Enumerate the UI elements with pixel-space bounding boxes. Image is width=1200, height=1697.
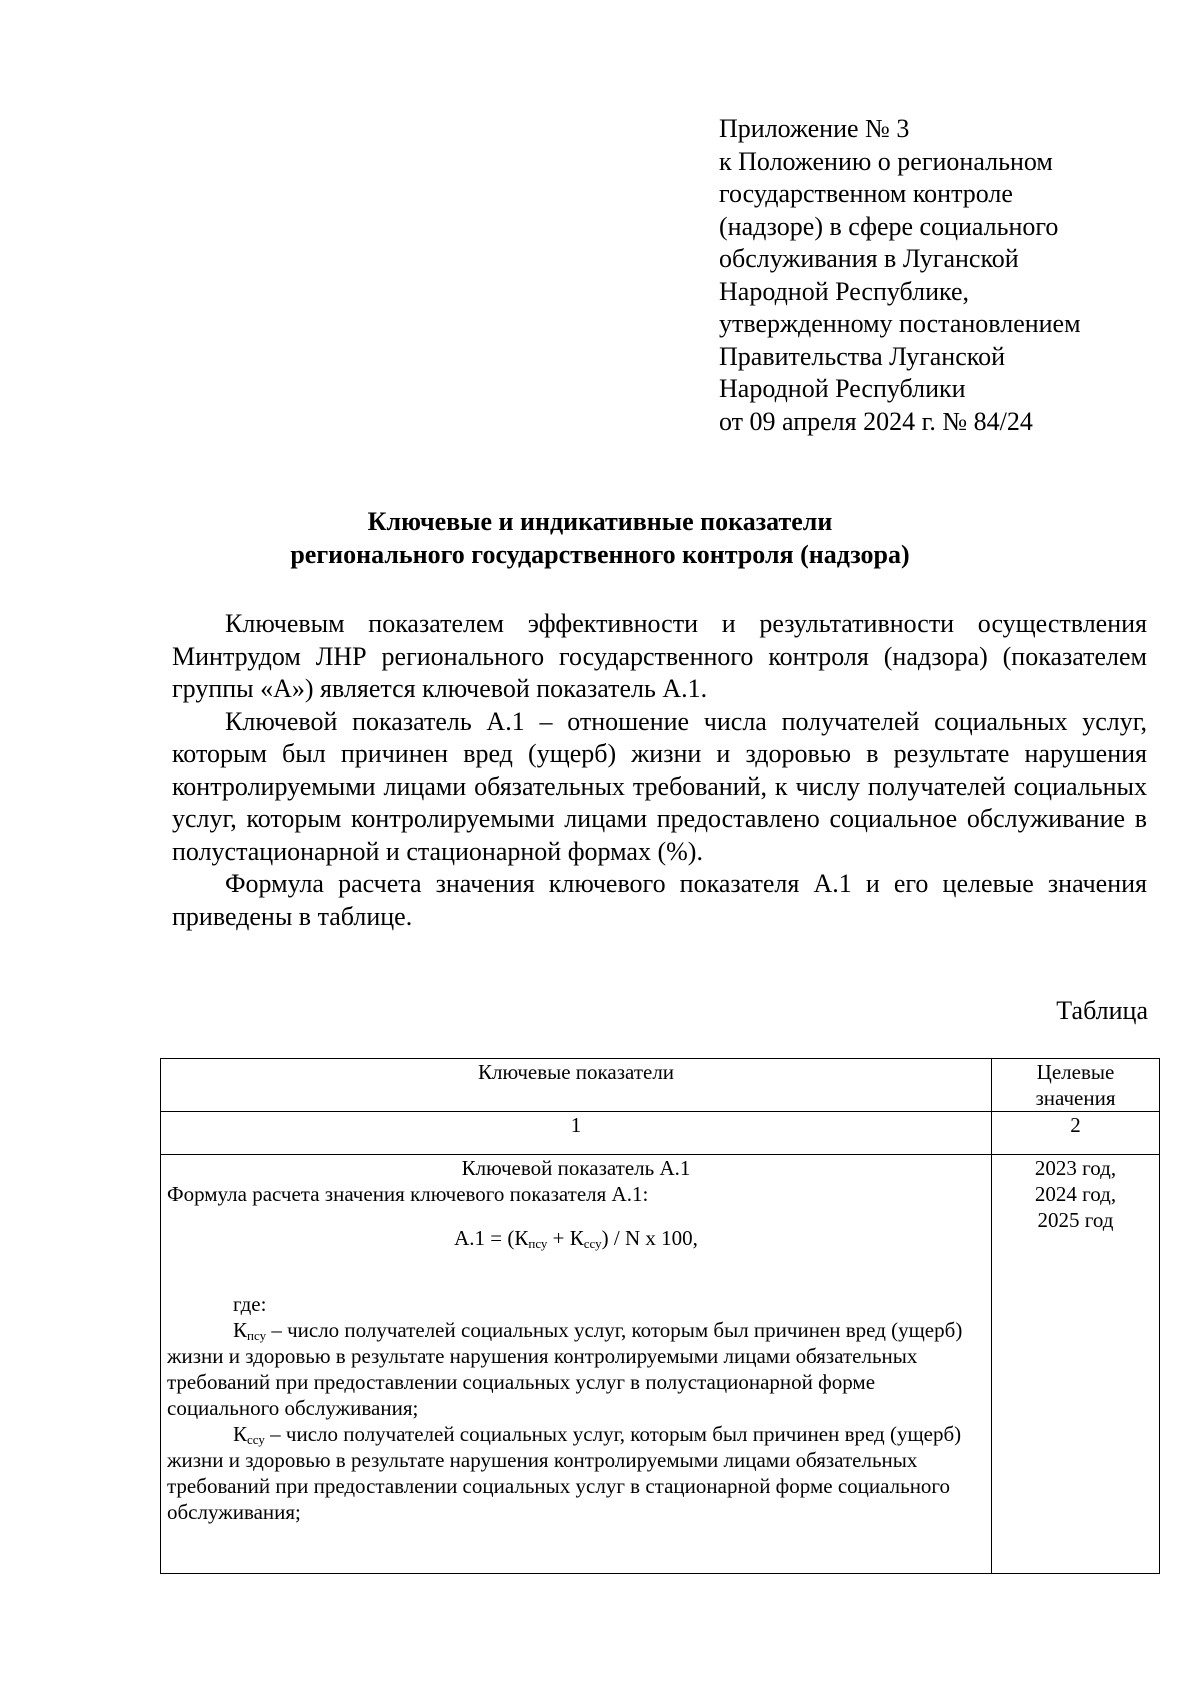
- table-header-row: [161, 1059, 1160, 1112]
- where-label: где:: [233, 1292, 267, 1316]
- title-line-2: регионального государственного контроля (надзора): [290, 539, 910, 569]
- appendix-line: Народной Республике,: [719, 276, 970, 306]
- indicators-table: [160, 1058, 1160, 1574]
- formula-part: А.1 = (К: [454, 1226, 529, 1250]
- target-year: 2024 год,: [1034, 1182, 1117, 1206]
- appendix-line: Народной Республики: [719, 374, 966, 403]
- definition-symbol: К: [233, 1318, 248, 1342]
- appendix-line: Правительства Луганской: [719, 341, 1005, 371]
- header-cell-target-values: Целевые значения: [992, 1059, 1160, 1112]
- paragraph-1: Ключевым показателем эффективности и результативности осуществления Минтрудом ЛНР регионального государственного контроля (надзора) (показателем группы «А») является ключевой показатель А.1.: [172, 609, 1147, 703]
- appendix-line: (надзоре) в сфере социального: [719, 211, 1059, 241]
- title-line-1: Ключевые и индикативные показатели: [367, 507, 833, 536]
- table-number-row: [161, 1112, 1160, 1155]
- appendix-line: от 09 апреля 2024 г. № 84/24: [719, 406, 1033, 436]
- appendix-block: [719, 113, 1159, 438]
- appendix-line: к Положению о региональном: [719, 146, 1053, 176]
- appendix-line: утвержденному постановлением: [719, 309, 1081, 338]
- body-text: [172, 608, 1147, 933]
- formula-subscript: псу: [528, 1236, 548, 1251]
- table-row: [161, 1155, 1160, 1574]
- appendix-line: Приложение № 3: [719, 114, 910, 143]
- indicator-title: Ключевой показатель А.1: [461, 1156, 691, 1180]
- formula: [167, 1225, 985, 1251]
- target-values-cell: [992, 1155, 1160, 1574]
- definition-text: – число получателей социальных услуг, которым был причинен вред (ущерб) жизни и здоровью в результате нарушения контролируемыми лицами обязательных требований при предоставлении социальных услуг в стационарной форме социального обслуживания;: [167, 1422, 962, 1524]
- document-title: [0, 506, 1200, 571]
- target-year: 2025 год: [1037, 1208, 1114, 1232]
- indicator-cell: [161, 1155, 992, 1574]
- formula-part: + К: [547, 1226, 584, 1250]
- header-cell-indicators: Ключевые показатели: [161, 1059, 992, 1112]
- definition-k-psu: [167, 1317, 985, 1421]
- column-number-2: 2: [992, 1112, 1160, 1155]
- definition-k-ssu: [167, 1421, 985, 1525]
- paragraph-3: Формула расчета значения ключевого показателя А.1 и его целевые значения приведены в таблице.: [172, 869, 1147, 931]
- table-caption: Таблица: [1056, 996, 1148, 1025]
- definition-subscript: ссу: [247, 1432, 265, 1447]
- formula-part: ) / N х 100,: [601, 1226, 698, 1250]
- paragraph-2: Ключевой показатель А.1 – отношение числа получателей социальных услуг, которым был причинен вред (ущерб) жизни и здоровью в результате нарушения контролируемыми лицами обязательных требований, к числу получателей социальных услуг, которым контролируемыми лицами предоставлено социальное обслуживание в полустационарной и стационарной формах (%).: [172, 706, 1147, 866]
- target-year: 2023 год,: [1034, 1156, 1117, 1180]
- formula-subscript: ссу: [583, 1236, 602, 1251]
- definition-text: – число получателей социальных услуг, которым был причинен вред (ущерб) жизни и здоровью в результате нарушения контролируемыми лицами обязательных требований при предоставлении социальных услуг в полустационарной форме социального обслуживания;: [167, 1318, 963, 1420]
- definition-symbol: К: [233, 1422, 248, 1446]
- appendix-line: обслуживания в Луганской: [719, 244, 1019, 273]
- formula-intro: Формула расчета значения ключевого показателя А.1:: [167, 1182, 649, 1206]
- appendix-line: государственном контроле: [719, 179, 1013, 208]
- column-number-1: 1: [161, 1112, 992, 1155]
- definition-subscript: псу: [247, 1328, 267, 1343]
